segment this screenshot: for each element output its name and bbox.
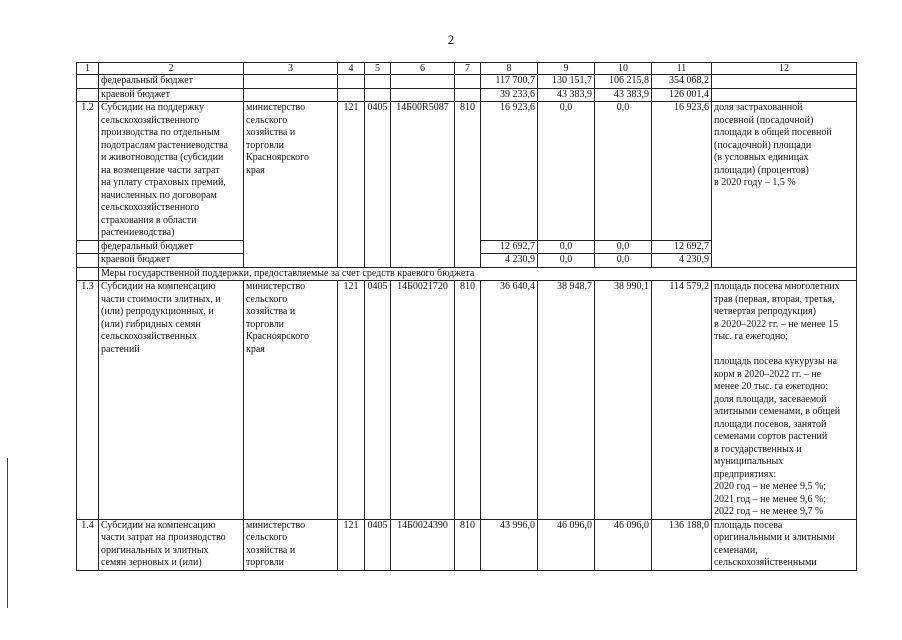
responsible-body: министерство сельского хозяйства и торговли [244, 519, 338, 570]
expected-result: площадь посева многолетних трав (первая, вторая, третья, четвертая репродукция) в 2020–2022 гг. – не менее 15 тыс. га ежегодно; площадь посева кукурузы на корм в 2020–2022 гг. – не менее 20 тыс. га ежегодно; доля площади, засеваемой элитными семенами, в общей площади посевов, занятой семенами сортов растений в государственных и муниципальных предприятиях: 2020 год – не менее 9,5 %; 2021 год – не менее 9,6 %; 2022 год – не менее 9,7 % [712, 281, 857, 520]
measure-name: Субсидии на компенсацию части затрат на производство оригинальных и элитных семян зерновых и (или) [99, 519, 244, 570]
code-cell: 0405 [365, 102, 391, 268]
value-cell: 0,0 [538, 240, 595, 254]
expected-result: площадь посева оригинальными и элитными семенами, сельскохозяйственными [712, 519, 857, 570]
value-cell: 16 923,6 [481, 102, 538, 241]
budget-table [76, 62, 857, 571]
header-cell: 9 [538, 63, 595, 75]
value-cell: 126 001,4 [652, 88, 712, 102]
budget-source: федеральный бюджет [99, 240, 244, 254]
budget-source: краевой бюджет [99, 254, 244, 268]
code-cell: 14Б0024390 [391, 519, 455, 570]
responsible-body: министерство сельского хозяйства и торговли Красноярского края [244, 102, 338, 268]
header-cell: 6 [391, 63, 455, 75]
header-cell: 10 [595, 63, 652, 75]
value-cell: 38 948,7 [538, 281, 595, 520]
budget-source: краевой бюджет [99, 88, 244, 102]
value-cell: 43 383,9 [538, 88, 595, 102]
value-cell: 106 215,8 [595, 75, 652, 89]
measure-name: Субсидии на компенсацию части стоимости элитных, и (или) репродукционных, и (или) гибридных семян сельскохозяйственных растений [99, 281, 244, 520]
budget-source: федеральный бюджет [99, 75, 244, 89]
value-cell: 130 151,7 [538, 75, 595, 89]
value-cell: 36 640,4 [481, 281, 538, 520]
header-cell: 5 [365, 63, 391, 75]
header-cell: 2 [99, 63, 244, 75]
value-cell: 354 068,2 [652, 75, 712, 89]
row-number: 1.3 [77, 281, 99, 520]
value-cell: 136 188,0 [652, 519, 712, 570]
header-cell: 3 [244, 63, 338, 75]
code-cell: 0405 [365, 281, 391, 520]
value-cell: 0,0 [538, 102, 595, 241]
code-cell: 121 [338, 519, 365, 570]
value-cell: 0,0 [595, 240, 652, 254]
row-number: 1.4 [77, 519, 99, 570]
responsible-body: министерство сельского хозяйства и торговли Красноярского края [244, 281, 338, 520]
measure-name: Субсидии на поддержку сельскохозяйственного производства по отдельным подотраслям растениеводства и животноводства (субсидии на возмещение части затрат на уплату страховых премий, начисленных по договорам сельскохозяйственного страхования в области растениеводства) [99, 102, 244, 241]
value-cell: 43 996,0 [481, 519, 538, 570]
section-title: Меры государственной поддержки, предоставляемые за счет средств краевого бюджета [99, 267, 857, 281]
header-cell: 11 [652, 63, 712, 75]
table-row [77, 102, 857, 241]
table-row [77, 281, 857, 520]
code-cell: 14Б0021720 [391, 281, 455, 520]
value-cell: 4 230,9 [481, 254, 538, 268]
value-cell: 0,0 [538, 254, 595, 268]
code-cell: 810 [455, 281, 481, 520]
value-cell: 12 692,7 [652, 240, 712, 254]
value-cell: 16 923,6 [652, 102, 712, 241]
header-cell: 4 [338, 63, 365, 75]
value-cell: 46 096,0 [595, 519, 652, 570]
code-cell: 810 [455, 519, 481, 570]
value-cell: 43 383,9 [595, 88, 652, 102]
code-cell: 14Б00R5087 [391, 102, 455, 268]
value-cell: 4 230,9 [652, 254, 712, 268]
value-cell: 46 096,0 [538, 519, 595, 570]
table-row [77, 75, 857, 89]
code-cell: 810 [455, 102, 481, 268]
table-row [77, 519, 857, 570]
code-cell: 121 [338, 281, 365, 520]
section-row [77, 267, 857, 281]
header-cell: 12 [712, 63, 857, 75]
header-row [77, 63, 857, 75]
value-cell: 0,0 [595, 254, 652, 268]
table-row [77, 88, 857, 102]
page-number: 2 [447, 32, 455, 47]
header-cell: 1 [77, 63, 99, 75]
header-cell: 8 [481, 63, 538, 75]
value-cell: 38 990,1 [595, 281, 652, 520]
value-cell: 114 579,2 [652, 281, 712, 520]
code-cell: 121 [338, 102, 365, 268]
header-cell: 7 [455, 63, 481, 75]
value-cell: 12 692,7 [481, 240, 538, 254]
value-cell: 0,0 [595, 102, 652, 241]
margin-line [7, 458, 8, 608]
expected-result: доля застрахованной посевной (посадочной) площади в общей посевной (посадочной) площади (в условных единицах площади) (процентов) в 2020 году – 1,5 % [712, 102, 857, 268]
value-cell: 117 700,7 [481, 75, 538, 89]
code-cell: 0405 [365, 519, 391, 570]
row-number: 1.2 [77, 102, 99, 241]
value-cell: 39 233,6 [481, 88, 538, 102]
